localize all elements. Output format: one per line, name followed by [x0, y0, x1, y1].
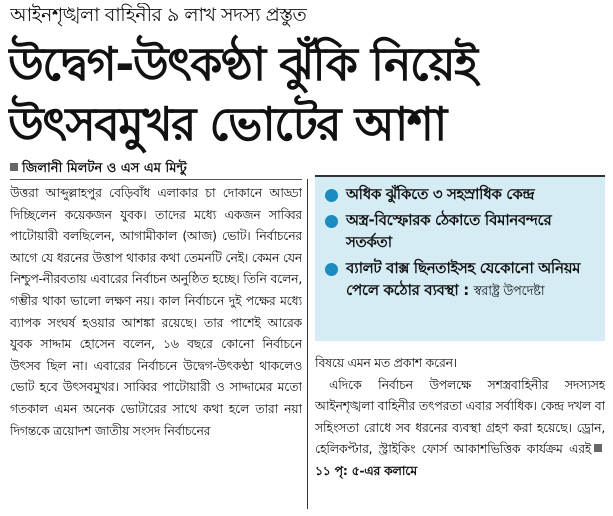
highlight-item [321, 183, 597, 205]
article-body-left: উত্তরা আব্দুল্লাহপুর বেড়িবাঁধ এলাকার চা দোকানে আড্ডা দিচ্ছিলেন কয়েকজন যুবক। তাদের মধ্যে একজন সাব্বির পাটোয়ারী বলছিলেন, আগামীকাল (আজ) ভোট। নির্বাচনের আগে যে ধরনের উত্তাপ থাকার কথা তেমনটি নেই। কেমন যেন নিশ্চুপ-নীরবতায় এবারের নির্বাচন অনুষ্ঠিত হচ্ছে। তিনি বলেন, গম্ভীর থাকা ভালো লক্ষণ নয়। কাল নির্বাচনে দুই পক্ষের মধ্যে ব্যাপক সংঘর্ষ হওয়ার আশঙ্কা রয়েছে। তার পাশেই আরেক যুবক সাদ্দাম হোসেন বলেন, ১৬ বছরে কোনো নির্বাচনে উৎসব ছিল না। এবারের নির্বাচনে উদ্বেগ-উৎকণ্ঠা থাকলেও ভোট হবে উৎসবমুখর। সাব্বির পাটোয়ারী ও সাদ্দামের মতো গতকাল এমন অনেক ভোটারের সাথে কথা হলে তারা নয়া দিগন্তকে ত্রয়োদশ জাতীয় সংসদ নির্বাচনের [10, 185, 302, 438]
kicker: আইনশৃঙ্খলা বাহিনীর ৯ লাখ সদস্য প্রস্তুত [10, 4, 307, 26]
bullet-dot-icon [325, 215, 338, 228]
highlights-box [315, 175, 605, 341]
article-body-right-p2-text: এদিকে নির্বাচন উপলক্ষে সশস্ত্রবাহিনীর সদস্যসহ আইনশৃঙ্খলা বাহিনীর তৎপরতা এবার সর্বাধিক। কেন্দ্র দখল বা সহিংসতা রোধে সব ধরনের ব্যবস্থা গ্রহণ করা হয়েছে। ড্রোন, হেলিকপ্টার, স্ট্রাইকিং ফোর্স আকাশভিত্তিক কার্যক্রম এরই [315, 376, 605, 457]
byline [10, 159, 310, 180]
highlight-item [321, 257, 597, 303]
highlight-text-with-source [346, 257, 597, 303]
highlight-item [321, 209, 597, 253]
highlight-source: স্বরাষ্ট্র উপদেষ্টা [473, 284, 545, 299]
bullet-dot-icon [325, 263, 338, 276]
headline [8, 34, 608, 154]
jump-square-icon [594, 444, 602, 452]
highlight-text: অস্ত্র-বিস্ফোরক ঠেকাতে বিমানবন্দরে সতর্কতা [346, 211, 552, 251]
article-column-left [10, 179, 302, 510]
headline-line-2: উৎসবমুখর ভোটের আশা [8, 97, 446, 151]
byline-text: জিলানী মিলটন ও এস এম মিন্টু [22, 161, 187, 176]
byline-square-icon [10, 163, 18, 171]
article-body-right-p2 [315, 374, 605, 482]
article-body-right-p1: বিষয়ে এমন মত প্রকাশ করেন। [315, 355, 457, 370]
bullet-dot-icon [325, 189, 338, 202]
jump-text: ১১ পৃ: ৫-এর কলামে [315, 462, 417, 478]
article-column-right [315, 352, 605, 512]
column-divider [307, 179, 308, 509]
highlight-text: অধিক ঝুঁকিতে ৩ সহস্রাধিক কেন্দ্র [346, 185, 535, 203]
headline-line-1: উদ্বেগ-উৎকণ্ঠা ঝুঁকি নিয়েই [8, 37, 477, 91]
highlight-text: ব্যালট বাক্স ছিনতাইসহ যেকোনো অনিয়ম পেলে কঠোর ব্যবস্থা : [346, 259, 581, 299]
